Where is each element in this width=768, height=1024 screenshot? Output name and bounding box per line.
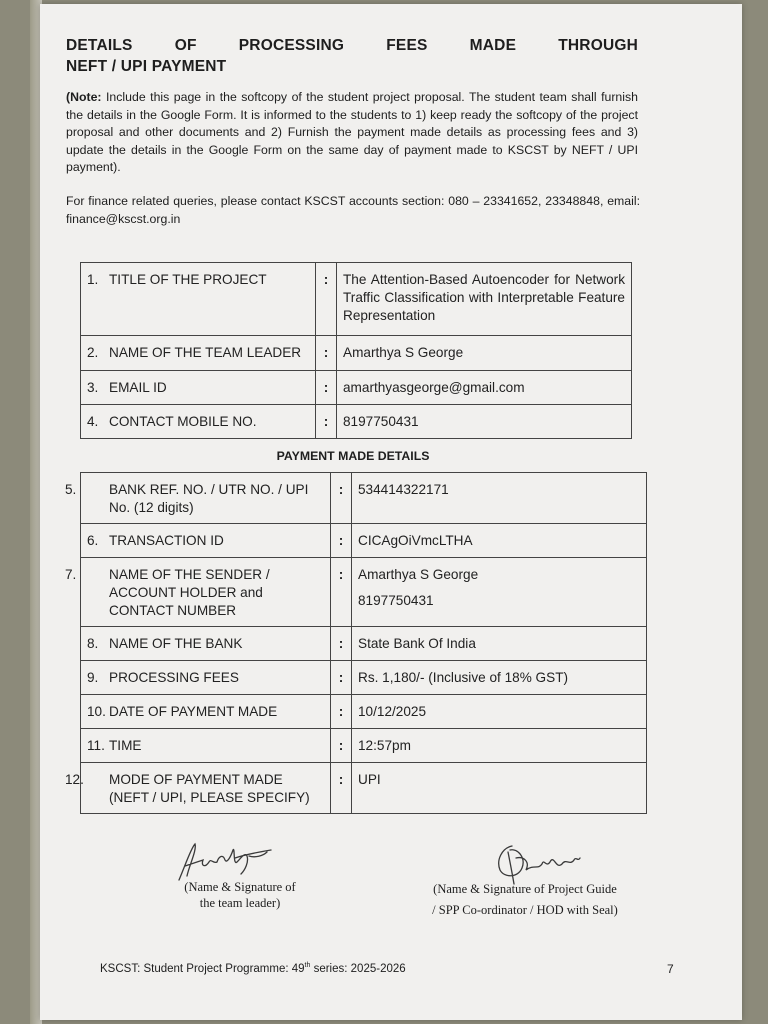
table-row (81, 695, 647, 729)
colon: : (316, 371, 337, 405)
row-label: 4. CONTACT MOBILE NO. (81, 405, 316, 439)
table-row (81, 524, 647, 558)
table-row (81, 405, 632, 439)
transaction-id-value: CICAgOiVmcLTHA (352, 524, 647, 558)
note-paragraph (66, 89, 638, 177)
time-value: 12:57pm (352, 729, 647, 763)
email-value: amarthyasgeorge@gmail.com (337, 371, 632, 405)
guide-signature-caption: (Name & Signature of Project Guide / SPP Co-ordinator / HOD with Seal) (432, 882, 618, 917)
row-label: 5. BANK REF. NO. / UTR NO. / UPI No. (12 digits) (81, 473, 331, 524)
page-heading-line2: NEFT / UPI PAYMENT (66, 58, 227, 75)
row-label: 2. NAME OF THE TEAM LEADER (81, 336, 316, 371)
payment-date-value: 10/12/2025 (352, 695, 647, 729)
project-details-table (80, 262, 632, 439)
colon: : (331, 524, 352, 558)
row-label: 12. MODE OF PAYMENT MADE (NEFT / UPI, PLEASE SPECIFY) (81, 763, 331, 814)
colon: : (331, 627, 352, 661)
table-row (81, 263, 632, 336)
utr-value: 534414322171 (352, 473, 647, 524)
payment-details-table (65, 472, 647, 814)
row-label: 10. DATE OF PAYMENT MADE (81, 695, 331, 729)
page-number: 7 (667, 962, 674, 976)
colon: : (331, 695, 352, 729)
sender-number: 8197750431 (358, 593, 434, 608)
processing-fees-value: Rs. 1,180/- (Inclusive of 18% GST) (352, 661, 647, 695)
table-row (81, 763, 647, 814)
note-text: Include this page in the softcopy of the student project proposal. The student team shall furnish the details in the Google Form. It is informed to the students to 1) keep ready the softcopy of the project proposal and other documents and 2) Furnish the payment made details as processing fees and 3) update the details in the Google Form on the same day of payment made to KSCST by NEFT / UPI payment). (66, 90, 638, 174)
colon: : (331, 729, 352, 763)
colon: : (316, 405, 337, 439)
row-label: 7. NAME OF THE SENDER / ACCOUNT HOLDER and CONTACT NUMBER (81, 558, 331, 627)
colon: : (316, 263, 337, 336)
sender-value (352, 558, 647, 627)
row-label: 1. TITLE OF THE PROJECT (81, 263, 316, 336)
row-label: 8. NAME OF THE BANK (81, 627, 331, 661)
colon: : (316, 336, 337, 371)
colon: : (331, 763, 352, 814)
page-heading: DETAILS OF PROCESSING FEES MADE THROUGH (66, 37, 638, 54)
colon: : (331, 473, 352, 524)
project-title-value: The Attention-Based Autoencoder for Network Traffic Classification with Interpretable Feature Representation (337, 263, 632, 336)
team-leader-signature-caption: (Name & Signature of the team leader) (184, 880, 296, 910)
sender-name: Amarthya S George (358, 567, 479, 582)
footer-programme: KSCST: Student Project Programme: 49th series: 2025-2026 (100, 962, 406, 975)
mobile-value: 8197750431 (337, 405, 632, 439)
table-row (81, 371, 632, 405)
note-label: (Note: (66, 90, 102, 104)
table-row (81, 661, 647, 695)
colon: : (331, 661, 352, 695)
bank-name-value: State Bank Of India (352, 627, 647, 661)
team-leader-value: Amarthya S George (337, 336, 632, 371)
row-label: 3. EMAIL ID (81, 371, 316, 405)
payment-mode-value: UPI (352, 763, 647, 814)
row-label: 6. TRANSACTION ID (81, 524, 331, 558)
payment-details-title: PAYMENT MADE DETAILS (276, 449, 430, 463)
table-row (81, 336, 632, 371)
table-row (81, 627, 647, 661)
finance-contact: For finance related queries, please contact KSCST accounts section: 080 – 23341652, 23348848, email: finance@kscst.org.in (66, 194, 640, 226)
table-row (81, 729, 647, 763)
colon: : (331, 558, 352, 627)
row-label: 9. PROCESSING FEES (81, 661, 331, 695)
row-label: 11. TIME (81, 729, 331, 763)
table-row (81, 558, 647, 627)
table-row (81, 473, 647, 524)
